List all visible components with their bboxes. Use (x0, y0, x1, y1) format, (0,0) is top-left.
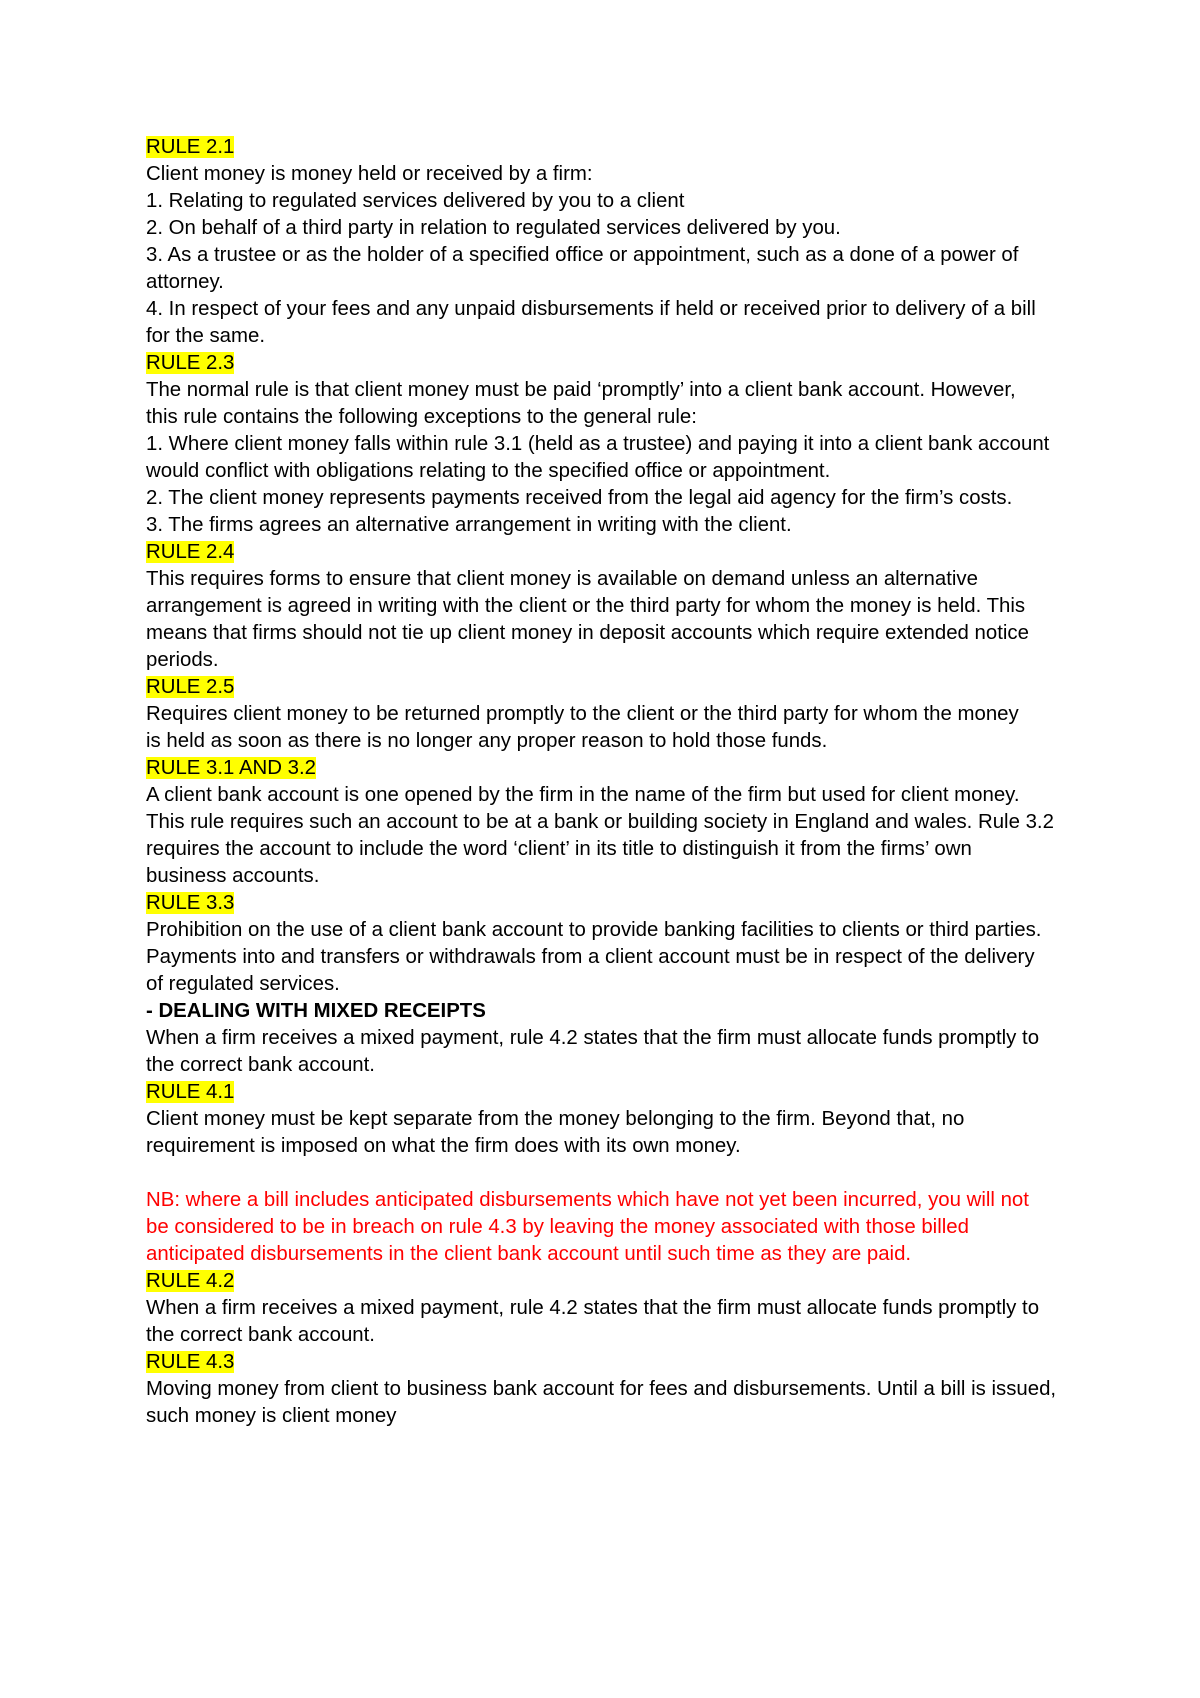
body-line: this rule contains the following exceptions to the general rule: (146, 406, 697, 428)
rule-heading-label: RULE 2.4 (146, 541, 235, 563)
body-line: business accounts. (146, 865, 320, 887)
document-body (146, 134, 1156, 1430)
rule-heading (146, 755, 1156, 782)
body-line: Client money must be kept separate from the money belonging to the firm. Beyond that, no (146, 1108, 965, 1130)
body-line: 3. The firms agrees an alternative arrangement in writing with the client. (146, 514, 792, 536)
body-line: means that firms should not tie up client money in deposit accounts which require extended notice (146, 622, 1029, 644)
body-line: the correct bank account. (146, 1054, 375, 1076)
body-line: Client money is money held or received by a firm: (146, 163, 593, 185)
body-line: This rule requires such an account to be at a bank or building society in England and wales. Rule 3.2 (146, 811, 1054, 833)
body-line: When a firm receives a mixed payment, rule 4.2 states that the firm must allocate funds promptly to (146, 1297, 1040, 1319)
body-line: for the same. (146, 325, 265, 347)
body-line: This requires forms to ensure that client money is available on demand unless an alternative (146, 568, 978, 590)
body-line: Prohibition on the use of a client bank account to provide banking facilities to clients or third parties. (146, 919, 1042, 941)
mixed-receipts-heading: - DEALING WITH MIXED RECEIPTS (146, 1000, 486, 1022)
body-line: attorney. (146, 271, 224, 293)
body-line: Requires client money to be returned promptly to the client or the third party for whom the money (146, 703, 1019, 725)
body-line: requires the account to include the word ‘client’ in its title to distinguish it from the firms’ own (146, 838, 972, 860)
body-line: such money is client money (146, 1405, 397, 1427)
note-line: anticipated disbursements in the client bank account until such time as they are paid. (146, 1243, 912, 1265)
rule-heading (146, 539, 1156, 566)
body-line: the correct bank account. (146, 1324, 375, 1346)
rule-heading-label: RULE 4.3 (146, 1351, 235, 1373)
body-line: 1. Where client money falls within rule 3.1 (held as a trustee) and paying it into a client bank account (146, 433, 1050, 455)
body-line: of regulated services. (146, 973, 340, 995)
rule-heading-label: RULE 2.1 (146, 136, 235, 158)
body-line: When a firm receives a mixed payment, rule 4.2 states that the firm must allocate funds promptly to (146, 1027, 1040, 1049)
body-line: 1. Relating to regulated services delivered by you to a client (146, 190, 685, 212)
body-line: requirement is imposed on what the firm does with its own money. (146, 1135, 741, 1157)
rule-heading-label: RULE 3.3 (146, 892, 235, 914)
body-line: 4. In respect of your fees and any unpaid disbursements if held or received prior to delivery of a bill (146, 298, 1036, 320)
note-line: NB: where a bill includes anticipated disbursements which have not yet been incurred, you will not (146, 1189, 1029, 1211)
rule-heading (146, 1079, 1156, 1106)
body-line: 2. The client money represents payments received from the legal aid agency for the firm’s costs. (146, 487, 1013, 509)
rule-heading-label: RULE 4.2 (146, 1270, 235, 1292)
rule-heading (146, 1268, 1156, 1295)
body-line: is held as soon as there is no longer any proper reason to hold those funds. (146, 730, 828, 752)
note-line: be considered to be in breach on rule 4.3 by leaving the money associated with those billed (146, 1216, 969, 1238)
body-line: Moving money from client to business bank account for fees and disbursements. Until a bill is issued, (146, 1378, 1057, 1400)
body-line: The normal rule is that client money must be paid ‘promptly’ into a client bank account. However, (146, 379, 1016, 401)
body-line: periods. (146, 649, 219, 671)
rule-heading (146, 134, 1156, 161)
body-line: 2. On behalf of a third party in relation to regulated services delivered by you. (146, 217, 841, 239)
body-line: would conflict with obligations relating to the specified office or appointment. (146, 460, 831, 482)
rule-heading-label: RULE 2.5 (146, 676, 235, 698)
rule-heading (146, 1349, 1156, 1376)
rule-heading-label: RULE 4.1 (146, 1081, 235, 1103)
rule-heading (146, 350, 1156, 377)
body-line: Payments into and transfers or withdrawals from a client account must be in respect of the delivery (146, 946, 1035, 968)
blank-line (146, 1160, 1156, 1187)
rule-heading-label: RULE 3.1 AND 3.2 (146, 757, 317, 779)
body-line: 3. As a trustee or as the holder of a specified office or appointment, such as a done of a power of (146, 244, 1019, 266)
rule-heading (146, 890, 1156, 917)
body-line: A client bank account is one opened by the firm in the name of the firm but used for client money. (146, 784, 1020, 806)
rule-heading-label: RULE 2.3 (146, 352, 235, 374)
rule-heading (146, 674, 1156, 701)
body-line: arrangement is agreed in writing with the client or the third party for whom the money is held. This (146, 595, 1026, 617)
